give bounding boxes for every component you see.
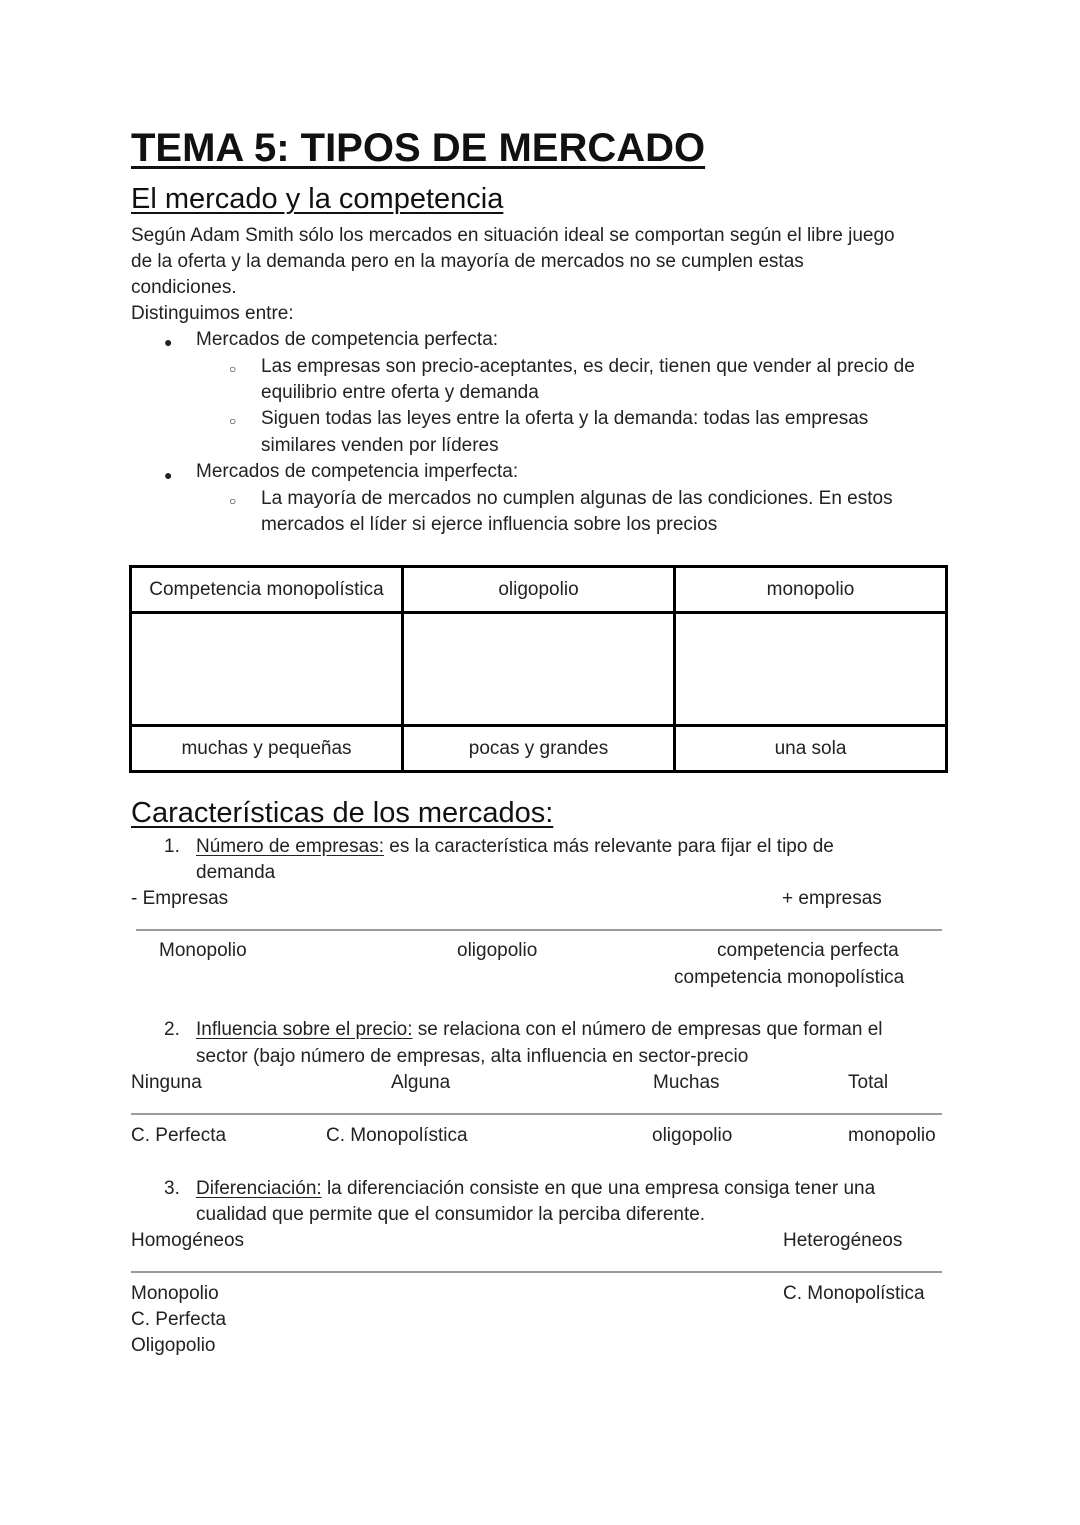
sub-item-perfecta-1-line-2: equilibrio entre oferta y demanda	[261, 382, 539, 403]
scale-item: Oligopolio	[131, 1335, 216, 1356]
influencia-term: Influencia sobre el precio:	[196, 1019, 413, 1040]
table-empty-cell	[675, 613, 947, 726]
diferenciacion-text: la diferenciación consiste en que una empresa consiga tener una	[321, 1178, 876, 1199]
list-number: 1.	[164, 836, 180, 857]
scale-item: competencia perfecta	[717, 940, 899, 961]
table-header-row	[131, 567, 947, 613]
influencia-text: se relaciona con el número de empresas que forman el	[412, 1019, 883, 1040]
intro-line-1: Según Adam Smith sólo los mercados en situación ideal se comportan según el libre juego	[131, 225, 895, 246]
scale-item: C. Monopolística	[326, 1125, 468, 1146]
scale-item: monopolio	[848, 1125, 936, 1146]
list-number: 2.	[164, 1019, 180, 1040]
table-footer-cell: muchas y pequeñas	[131, 726, 403, 772]
scale-item: C. Perfecta	[131, 1125, 227, 1146]
intro-line-2: de la oferta y la demanda pero en la mayoría de mercados no se cumplen estas	[131, 251, 804, 272]
diferenciacion-term: Diferenciación:	[196, 1178, 322, 1199]
intro-line-3: condiciones.	[131, 277, 237, 298]
table-header-cell: Competencia monopolística	[131, 567, 403, 613]
list-item-imperfecta: Mercados de competencia imperfecta:	[196, 461, 519, 482]
bullet-circle-icon: ○	[229, 362, 237, 376]
scale-line	[131, 1271, 942, 1273]
scale-item: C. Perfecta	[131, 1309, 227, 1330]
section-heading-mercado: El mercado y la competencia	[131, 183, 504, 215]
table-footer-cell: una sola	[675, 726, 947, 772]
scale-item: Monopolio	[159, 940, 247, 961]
table-empty-cell	[131, 613, 403, 726]
sub-item-imperfecta-1-line-2: mercados el líder si ejerce influencia sobre los precios	[261, 514, 718, 535]
scale-label: Alguna	[391, 1072, 451, 1093]
numero-empresas-text: es la característica más relevante para fijar el tipo de	[383, 836, 834, 857]
sub-item-perfecta-2-line-2: similares venden por líderes	[261, 435, 499, 456]
table-header-cell: monopolio	[675, 567, 947, 613]
scale-label: Muchas	[653, 1072, 720, 1093]
market-types-table	[129, 565, 948, 773]
numero-empresas-line-2: demanda	[196, 862, 276, 883]
numero-empresas-term: Número de empresas:	[196, 836, 384, 857]
scale-right-label: Heterogéneos	[783, 1230, 903, 1251]
table-empty-cell	[403, 613, 675, 726]
influencia-line-2: sector (bajo número de empresas, alta influencia en sector-precio	[196, 1046, 749, 1067]
scale-item: C. Monopolística	[783, 1283, 925, 1304]
scale-item: oligopolio	[652, 1125, 733, 1146]
sub-item-perfecta-1-line-1: Las empresas son precio-aceptantes, es decir, tienen que vender al precio de	[261, 356, 915, 377]
section-heading-caracteristicas: Características de los mercados:	[131, 797, 554, 829]
scale-item: oligopolio	[457, 940, 538, 961]
list-number: 3.	[164, 1178, 180, 1199]
scale-left-label: Homogéneos	[131, 1230, 245, 1251]
diferenciacion-line-2: cualidad que permite que el consumidor la perciba diferente.	[196, 1204, 706, 1225]
page-title: TEMA 5: TIPOS DE MERCADO	[131, 126, 706, 170]
distinguimos-text: Distinguimos entre:	[131, 303, 294, 324]
table-header-cell: oligopolio	[403, 567, 675, 613]
bullet-dot-icon: ●	[164, 334, 173, 350]
scale-item: Monopolio	[131, 1283, 219, 1304]
bullet-dot-icon: ●	[164, 467, 173, 483]
table-empty-row	[131, 613, 947, 726]
table-footer-cell: pocas y grandes	[403, 726, 675, 772]
scale-label: Total	[848, 1072, 889, 1093]
numero-empresas-line-1	[196, 834, 834, 860]
sub-item-imperfecta-1-line-1: La mayoría de mercados no cumplen algunas de las condiciones. En estos	[261, 488, 893, 509]
bullet-circle-icon: ○	[229, 494, 237, 508]
bullet-circle-icon: ○	[229, 414, 237, 428]
sub-item-perfecta-2-line-1: Siguen todas las leyes entre la oferta y la demanda: todas las empresas	[261, 408, 869, 429]
list-item-perfecta: Mercados de competencia perfecta:	[196, 329, 499, 350]
scale-line	[136, 929, 942, 931]
scale-line	[131, 1113, 942, 1115]
scale-right-label: + empresas	[782, 888, 882, 909]
diferenciacion-line-1	[196, 1176, 875, 1202]
scale-item: competencia monopolística	[674, 967, 905, 988]
table-footer-row	[131, 726, 947, 772]
influencia-line-1	[196, 1017, 883, 1043]
scale-label: Ninguna	[131, 1072, 202, 1093]
scale-left-label: - Empresas	[131, 888, 229, 909]
